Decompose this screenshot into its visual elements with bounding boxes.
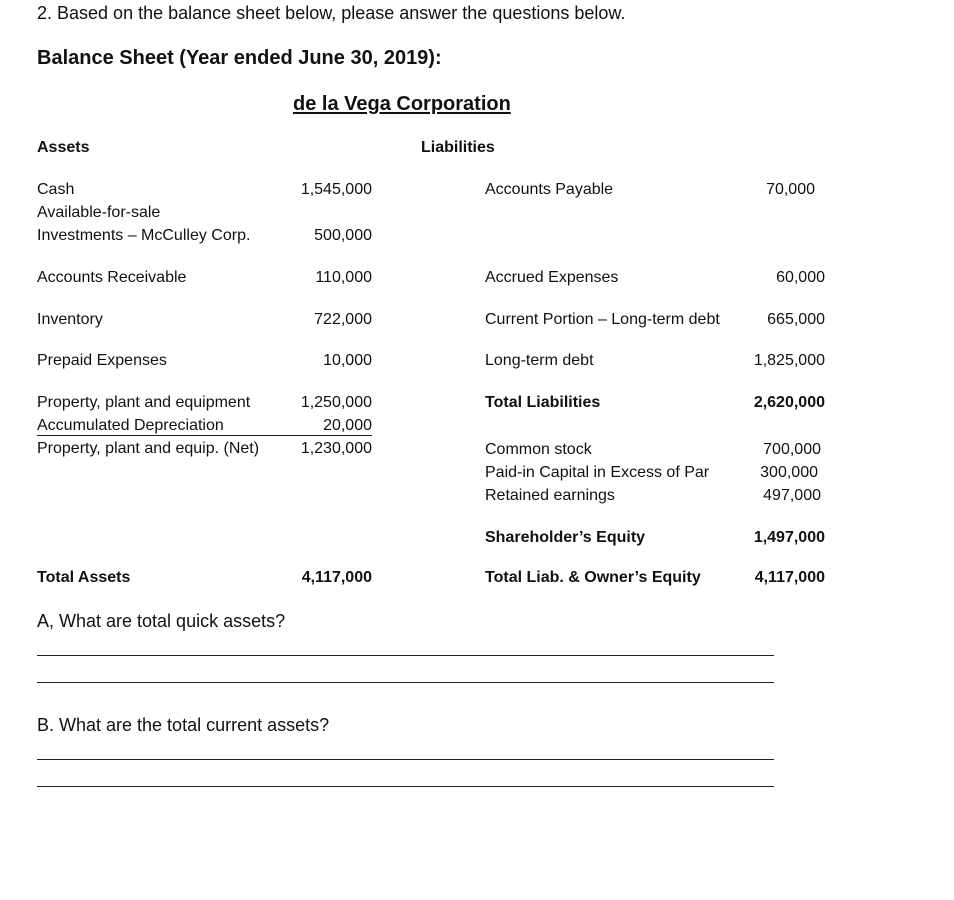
receivable-label: Accounts Receivable: [37, 269, 187, 286]
afs-value: 500,000: [314, 227, 372, 244]
cash-label: Cash: [37, 181, 75, 198]
total-le-value: 4,117,000: [754, 569, 825, 586]
question-b: B. What are the total current assets?: [37, 715, 330, 735]
ltd-value: 1,825,000: [753, 352, 825, 369]
ppe-label: Property, plant and equipment: [37, 394, 251, 411]
question-a: A, What are total quick assets?: [37, 611, 286, 631]
current-ltd-value: 665,000: [767, 311, 825, 328]
question-intro: 2. Based on the balance sheet below, please answer the questions below.: [37, 3, 626, 23]
inventory-label: Inventory: [37, 311, 103, 328]
subtotal-rule: [37, 435, 372, 436]
receivable-value: 110,000: [315, 269, 372, 286]
ppe-value: 1,250,000: [300, 394, 372, 411]
total-assets-value: 4,117,000: [301, 569, 372, 586]
liabilities-heading: Liabilities: [421, 139, 495, 156]
equity-value: 1,497,000: [753, 529, 825, 546]
assets-heading: Assets: [37, 139, 90, 156]
paid-in-label: Paid-in Capital in Excess of Par: [485, 464, 710, 481]
accrued-label: Accrued Expenses: [485, 269, 619, 286]
common-stock-label: Common stock: [485, 441, 592, 458]
cash-value: 1,545,000: [300, 181, 372, 198]
answer-line-b2: [37, 786, 774, 787]
total-liabilities-value: 2,620,000: [753, 394, 825, 411]
retained-label: Retained earnings: [485, 487, 615, 504]
equity-label: Shareholder’s Equity: [485, 529, 646, 546]
answer-line-b1: [37, 759, 774, 760]
total-liabilities-label: Total Liabilities: [485, 394, 601, 411]
ltd-label: Long-term debt: [485, 352, 594, 369]
ppe-net-label: Property, plant and equip. (Net): [37, 440, 260, 457]
inventory-value: 722,000: [314, 311, 372, 328]
afs-label: Investments – McCulley Corp.: [37, 227, 251, 244]
prepaid-value: 10,000: [323, 352, 372, 369]
accrued-value: 60,000: [776, 269, 825, 286]
sheet-title: Balance Sheet (Year ended June 30, 2019):: [37, 47, 442, 69]
ppe-net-value: 1,230,000: [300, 440, 372, 457]
total-assets-label: Total Assets: [37, 569, 131, 586]
retained-value: 497,000: [763, 487, 821, 504]
accum-dep-value: 20,000: [323, 417, 372, 434]
payable-value: 70,000: [766, 181, 815, 198]
afs-label-line1: Available-for-sale: [37, 204, 161, 221]
accum-dep-label: Accumulated Depreciation: [37, 417, 224, 434]
answer-line-a1: [37, 655, 774, 656]
answer-line-a2: [37, 682, 774, 683]
prepaid-label: Prepaid Expenses: [37, 352, 167, 369]
common-stock-value: 700,000: [763, 441, 821, 458]
current-ltd-label: Current Portion – Long-term debt: [485, 311, 720, 328]
total-le-label: Total Liab. & Owner’s Equity: [485, 569, 701, 586]
payable-label: Accounts Payable: [485, 181, 614, 198]
company-name: de la Vega Corporation: [293, 93, 511, 115]
paid-in-value: 300,000: [760, 464, 818, 481]
